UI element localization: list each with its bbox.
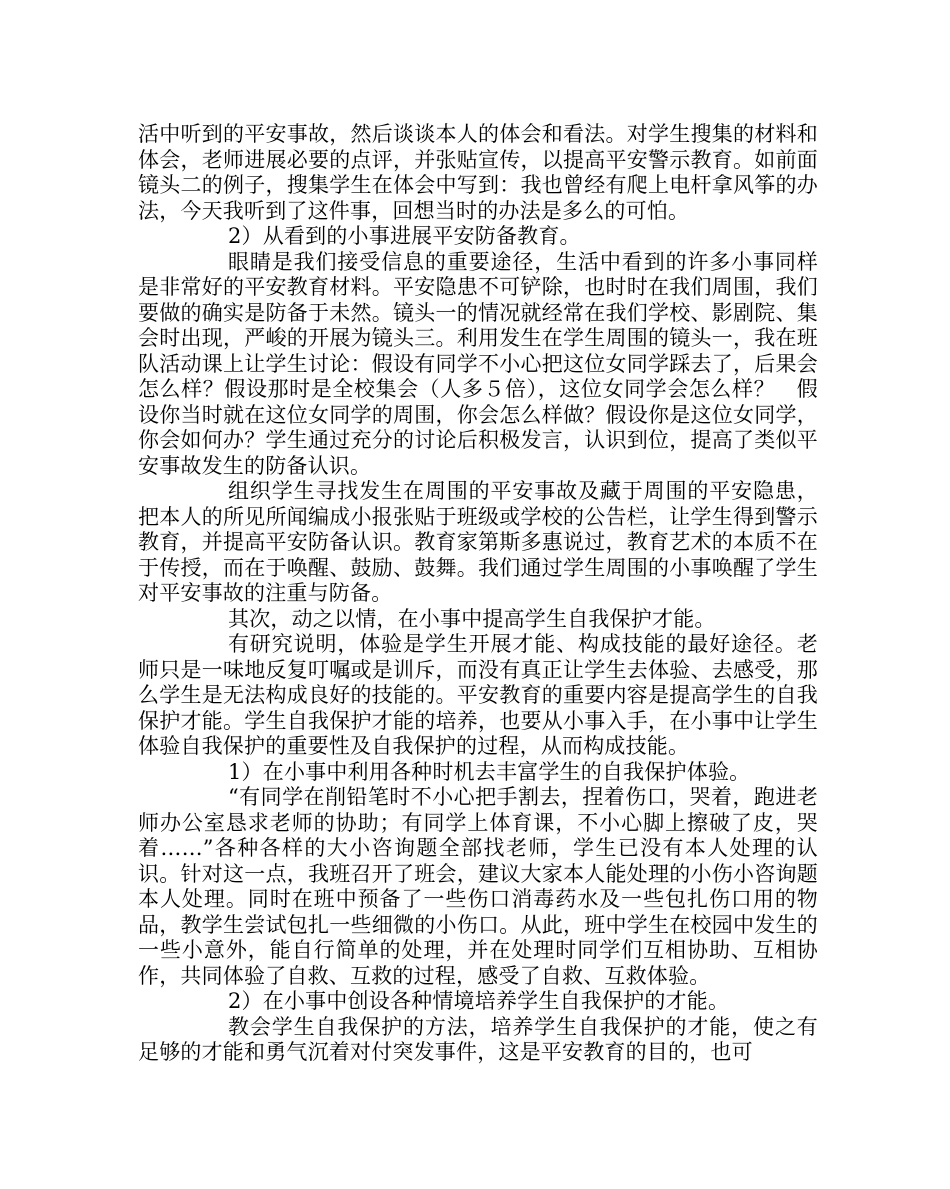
- subheading-self-protection: 其次，动之以情，在小事中提高学生自我保护才能。: [228, 606, 716, 631]
- paragraph-minor-injuries: “有同学在削铅笔时不小心把手割去，捏着伤口，哭着，跑进老师办公室恳求老师的协助；有同学上体育课，不小心脚上擦破了皮，哭着……”各种各样的大小咨询题全部找老师，学生已没有本人处理的认识。针对这一点，我班召开了班会，建议大家本人能处理的小伤小咨询题本人处理。同时在班中预备了一些伤口消毒药水及一些包扎伤口用的物品，教学生尝试包扎一些细微的小伤口。从此，班中学生在校园中发生的一些小意外，能自行简单的处理，并在处理时同学们互相协助、互相协作，共同体验了自救、互救的过程，感受了自救、互救体验。: [138, 785, 818, 988]
- paragraph-continuation: 活中听到的平安事故，然后谈谈本人的体会和看法。对学生搜集的材料和体会，老师进展必要的点评，并张贴宣传，以提高平安警示教育。如前面镜头二的例子，搜集学生在体会中写到：我也曾经有爬上电杆拿风筝的办法，今天我听到了这件事，回想当时的办法是多么的可怕。: [138, 122, 818, 223]
- document-page: [138, 122, 818, 1066]
- paragraph-newspaper-activity: 组织学生寻找发生在周围的平安事故及藏于周围的平安隐患，把本人的所见所闻编成小报张贴于班级或学校的公告栏，让学生得到警示教育，并提高平安防备认识。教育家第斯多惠说过，教育艺术的本质不在于传授，而在于唤醒、鼓励、鼓舞。我们通过学生周围的小事唤醒了学生对平安事故的注重与防备。: [138, 479, 818, 605]
- paragraph-teach-methods: 教会学生自我保护的方法，培养学生自我保护的才能，使之有足够的才能和勇气沉着对付突发事件，这是平安教育的目的，也可: [138, 1014, 818, 1064]
- subheading-create-situations: 2）在小事中创设各种情境培养学生自我保护的才能。: [228, 989, 730, 1013]
- subheading-prevention-from-seen: 2）从看到的小事进展平安防备教育。: [228, 224, 581, 248]
- paragraph-experience-research: 有研究说明，体验是学生开展才能、构成技能的最好途径。老师只是一味地反复叮嘱或是训斥，而没有真正让学生去体验、去感受，那么学生是无法构成良好的技能的。平安教育的重要内容是提高学生的自我保护才能。学生自我保护才能的培养，也要从小事入手，在小事中让学生体验自我保护的重要性及自我保护的过程，从而构成技能。: [138, 632, 818, 758]
- paragraph-eyes-information: 眼睛是我们接受信息的重要途径，生活中看到的许多小事同样是非常好的平安教育材料。平安隐患不可铲除，也时时在我们周围，我们要做的确实是防备于未然。镜头一的情况就经常在我们学校、影剧院、集会时出现，严峻的开展为镜头三。利用发生在学生周围的镜头一，我在班队活动课上让学生讨论：假设有同学不小心把这位女同学踩去了，后果会怎么样？假设那时是全校集会（人多５倍），这位女同学会怎么样？ 假设你当时就在这位女同学的周围，你会怎么样做？假设你是这位女同学，你会如何办？学生通过充分的讨论后积极发言，认识到位，提高了类似平安事故发生的防备认识。: [138, 249, 818, 478]
- subheading-enrich-experience: 1）在小事中利用各种时机去丰富学生的自我保护体验。: [228, 759, 751, 784]
